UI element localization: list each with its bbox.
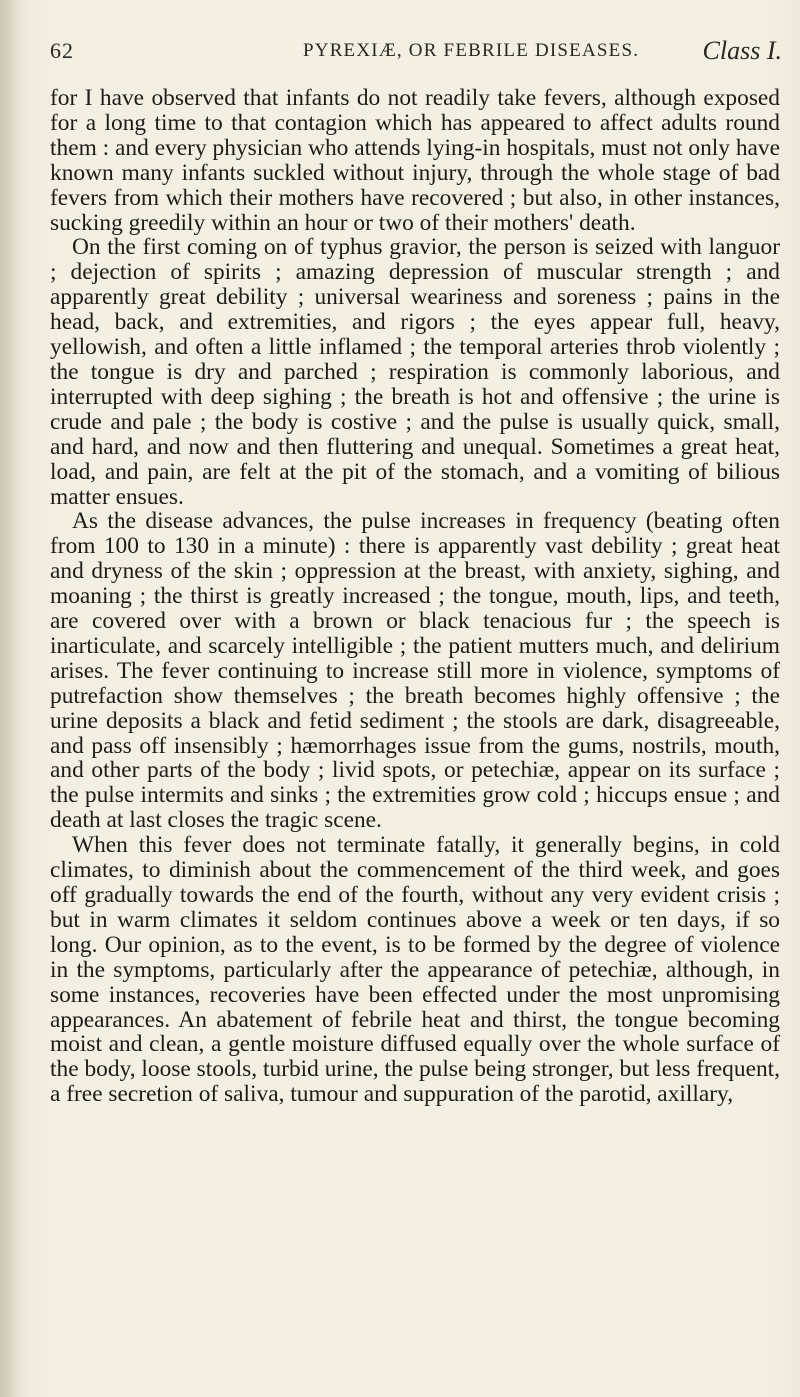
running-title: PYREXIÆ, OR FEBRILE DISEASES.: [303, 40, 640, 61]
paragraph-recovery: When this fever does not terminate fatally, it generally begins, in cold climates, to diminish about the commencement of the third week, and goes off gradually towards the end of the fourth, without any very evident crisis ; but in warm climates it seldom continues above a week or ten days, if so long. Our opinion, as to the event, is to be formed by the degree of violence in the symptoms, particularly after the appearance of petechiæ, although, in some instances, recoveries have been effected under the most unpromising appearances. An abatement of febrile heat and thirst, the tongue becoming moist and clean, a gentle moisture diffused equally over the whole surface of the body, loose stools, turbid urine, the pulse being stronger, but less frequent, a free secretion of saliva, tumour and suppuration of the parotid, axillary,: [50, 832, 780, 1108]
paragraph-continuation: for I have observed that infants do not readily take fevers, although exposed for a long time to that contagion which has appeared to affect adults round them : and every physician who attends lying-in hospitals, must not only have known many infants suckled without injury, through the whole stage of bad fevers from which their mothers have recovered ; but also, in other instances, sucking greedily within an hour or two of their mothers' death.: [50, 85, 780, 236]
body-text: [50, 86, 780, 1107]
paragraph-onset-symptoms: On the first coming on of typhus gravior, the person is seized with languor ; dejection of spirits ; amazing depression of muscular strength ; and apparently great debility ; universal weariness and soreness ; pains in the head, back, and extremities, and rigors ; the eyes appear full, heavy, yellowish, and often a little inflamed ; the temporal arteries throb violently ; the tongue is dry and parched ; respiration is commonly laborious, and interrupted with deep sighing ; the breath is hot and offensive ; the urine is crude and pale ; the body is costive ; and the pulse is usually quick, small, and hard, and now and then fluttering and unequal. Sometimes a great heat, load, and pain, are felt at the pit of the stomach, and a vomiting of bilious matter ensues.: [50, 234, 780, 510]
binding-shadow: [0, 0, 26, 1397]
class-label: Class I.: [702, 36, 782, 65]
page-number: 62: [50, 38, 74, 63]
page-header: [48, 38, 788, 74]
paragraph-disease-advances: As the disease advances, the pulse increases in frequency (beating often from 100 to 130 in a minute) : there is apparently vast debility ; great heat and dryness of the skin ; oppression at the breast, with anxiety, sighing, and moaning ; the thirst is greatly increased ; the tongue, mouth, lips, and teeth, are covered over with a brown or black tenacious fur ; the speech is inarticulate, and scarcely intelligible ; the patient mutters much, and delirium arises. The fever continuing to increase still more in violence, symptoms of putrefaction show themselves ; the breath becomes highly offensive ; the urine deposits a black and fetid sediment ; the stools are dark, disagreeable, and pass off insensibly ; hæmorrhages issue from the gums, nostrils, mouth, and other parts of the body ; livid spots, or petechiæ, appear on its surface ; the pulse intermits and sinks ; the extremities grow cold ; hiccups ensue ; and death at last closes the tragic scene.: [50, 508, 780, 834]
